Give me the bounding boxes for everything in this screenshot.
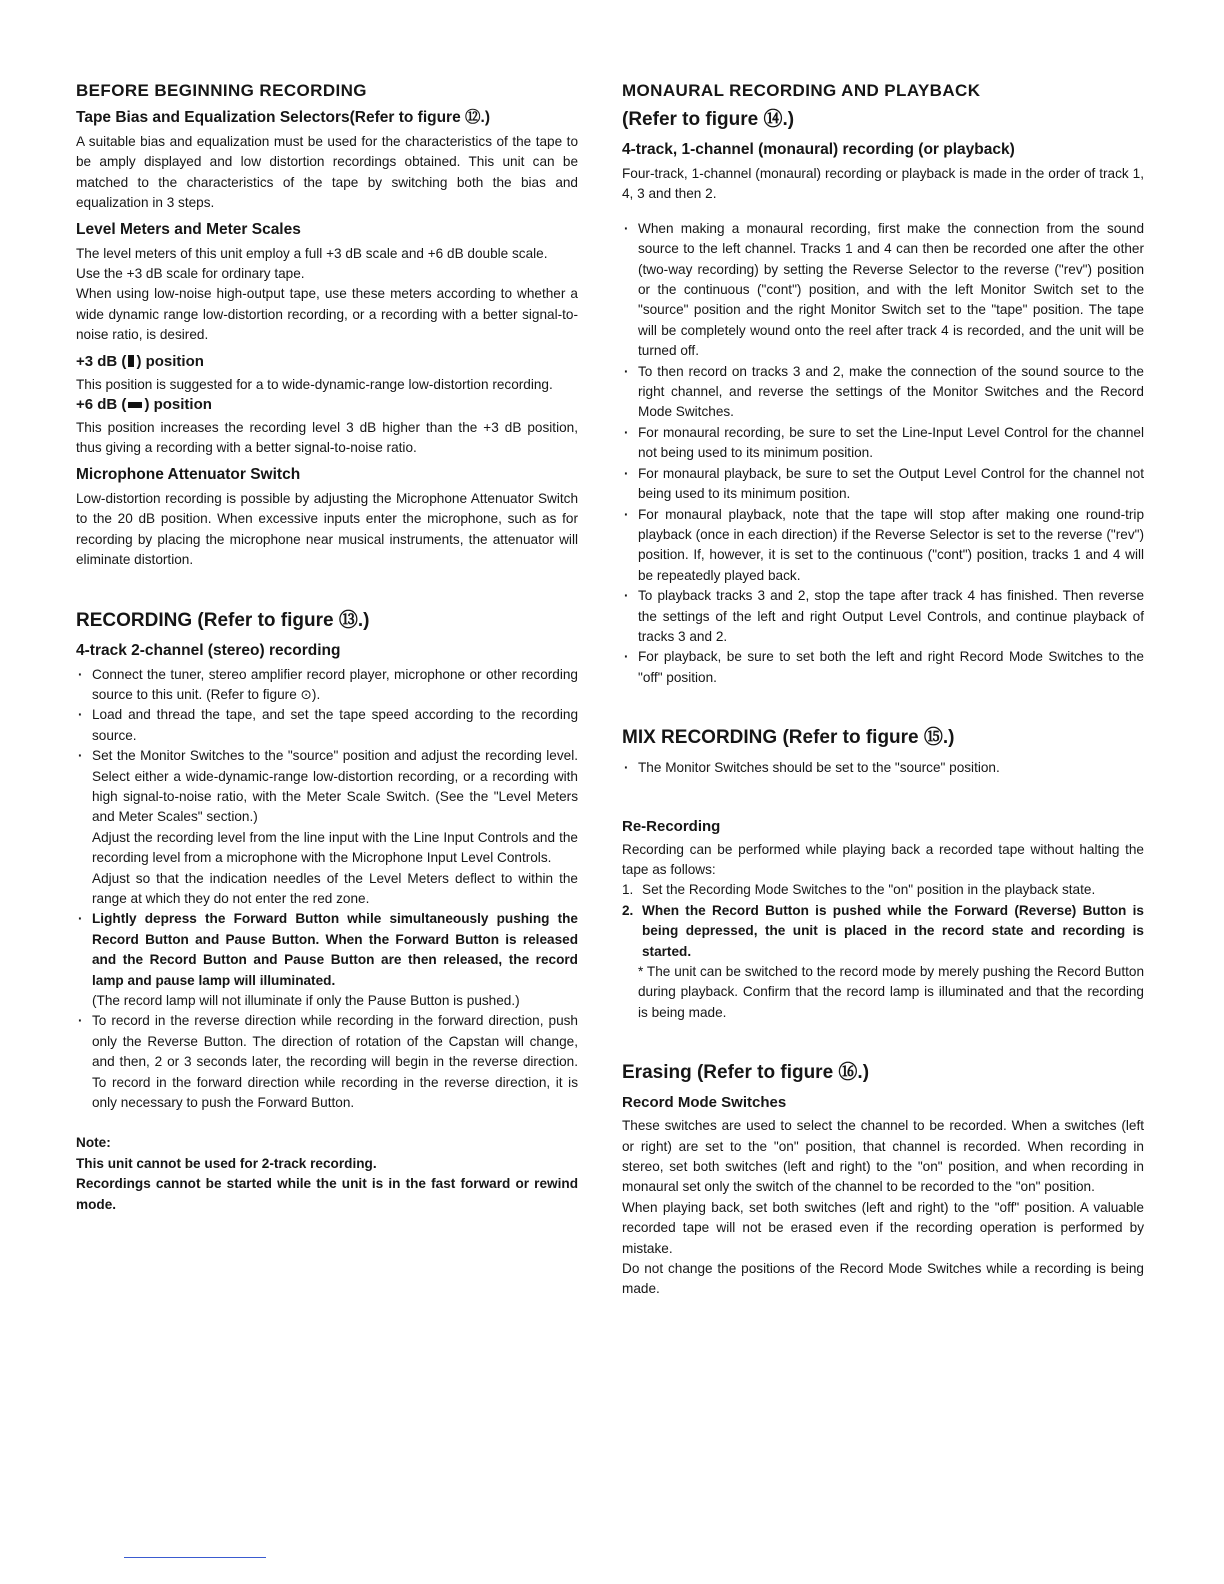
list-item: · When making a monaural recording, first make the connection from the sound source to the left channel. Tracks 1 and 4 can then be recorded one after the other (two-way recording) by setting the Reverse Selector to the reverse ("rev") position or the continuous ("cont") position, and with the left Monitor Switch set to the "source" position and the right Monitor Switch set to the "tape" position. The tape will be completely wound onto the reel after track 4 is recorded, and the unit will be turned off. (622, 219, 1144, 362)
paragraph-level-1: The level meters of this unit employ a full +3 dB scale and +6 dB double scale. (76, 245, 548, 261)
list-item: · To playback tracks 3 and 2, stop the tape after track 4 has finished. Then reverse the settings of the left and right Output Level Controls, and continue playback of tracks 3 and 2. (622, 586, 1144, 647)
paragraph-plus3db: This position is suggested for a to wide-dynamic-range low-distortion recording. (76, 376, 553, 392)
paragraph-record-lamp: (The record lamp will not illuminate if only the Pause Button is pushed.) (92, 993, 520, 1008)
paragraph-monaural-intro: Four-track, 1-channel (monaural) recording or playback is made in the order of track 1, 4, 3 and then 2. (622, 166, 1144, 202)
section-title-recording: RECORDING (Refer to figure ⑬.) (76, 609, 370, 631)
step-text: When the Record Button is pushed while the Forward (Reverse) Button is being depressed, the unit is placed in the record state and recording is started. (642, 902, 1144, 959)
list-item: · Set the Monitor Switches to the "source" position and adjust the recording level. Select either a wide-dynamic-range low-distortion recording, or a recording with high signal-to-noise ratio, with the Meter Scale Switch. (See the "Level Meters and Meter Scales" section.) (76, 746, 578, 828)
heading-re-recording: Re-Recording (622, 817, 721, 835)
list-item: · The Monitor Switches should be set to the "source" position. (622, 758, 1144, 778)
list-item (622, 901, 1144, 962)
paragraph-record-mode-note: * The unit can be switched to the record mode by merely pushing the Record Button during playback. Confirm that the record lamp is illuminated and that the recording is being made. (638, 964, 1144, 1020)
section-title-mix-recording: MIX RECORDING (Refer to figure ⑮.) (622, 727, 955, 749)
step-number: 1. (622, 882, 634, 898)
left-column (76, 80, 578, 1215)
step-text: Set the Recording Mode Switches to the "on" position in the playback state. (642, 882, 1096, 898)
meter-bar-icon (128, 355, 134, 367)
paragraph-tape-bias: A suitable bias and equalization must be used for the characteristics of the tape to be amply displayed and low distortion recordings obtained. This unit can be matched to the characteristics of the tape by switching both the bias and equalization in 3 steps. (76, 134, 578, 211)
heading-record-mode-switches: Record Mode Switches (622, 1094, 787, 1112)
paragraph-adjust-needles: Adjust so that the indication needles of the Level Meters deflect to within the range at which they do not enter the red zone. (92, 870, 578, 906)
heading-mic-attenuator: Microphone Attenuator Switch (76, 465, 301, 483)
re-recording-steps (622, 880, 1144, 962)
list-item (622, 880, 1144, 900)
recording-steps-3 (76, 1011, 578, 1113)
paragraph-re-recording: Recording can be performed while playing back a recorded tape without halting the tape as follows: (622, 841, 1144, 877)
list-item: · For monaural playback, be sure to set the Output Level Control for the channel not being used to its minimum position. (622, 464, 1144, 505)
plus6-label: +6 dB ( (76, 396, 127, 414)
plus3-label: +3 dB ( (76, 352, 127, 370)
recording-steps-2 (76, 909, 578, 991)
list-item: · For monaural recording, be sure to set the Line-Input Level Control for the channel not being used to its minimum position. (622, 423, 1144, 464)
paragraph-erasing-2: When playing back, set both switches (left and right) to the "off" position. A valuable recorded tape will not be erased even if the recording operation is performed by mistake. (622, 1199, 1144, 1256)
list-item: · For playback, be sure to set both the left and right Record Mode Switches to the "off" position. (622, 647, 1144, 688)
section-title-monaural: MONAURAL RECORDING AND PLAYBACK (622, 81, 981, 100)
monaural-steps (622, 219, 1144, 688)
paragraph-erasing-3: Do not change the positions of the Record Mode Switches while a recording is being made. (622, 1261, 1144, 1297)
recording-steps (76, 665, 578, 828)
list-item: · Connect the tuner, stereo amplifier record player, microphone or other recording source to this unit. (Refer to figure ⊙). (76, 665, 578, 706)
paragraph-mic-attenuator: Low-distortion recording is possible by adjusting the Microphone Attenuator Switch to the 20 dB position. When excessive inputs enter the microphone, such as for recording by placing the microphone near musical instruments, the attenuator will eliminate distortion. (76, 490, 578, 568)
heading-level-meters: Level Meters and Meter Scales (76, 220, 301, 238)
list-item: · To record in the reverse direction while recording in the forward direction, push only the Reverse Button. The direction of rotation of the Capstan will change, and then, 2 or 3 seconds later, the recording will begin in the reverse direction. To record in the forward direction while recording in the reverse direction, it is only necessary to push the Forward Button. (76, 1011, 578, 1113)
list-item: · To then record on tracks 3 and 2, make the connection of the sound source to the right channel, and reverse the settings of the Monitor Switches and the Record Mode Switches. (622, 362, 1144, 423)
heading-plus3db (76, 352, 578, 372)
meter-wide-icon (128, 402, 142, 408)
list-item: · Lightly depress the Forward Button while simultaneously pushing the Record Button and Pause Button. When the Forward Button is released and the Record Button and Pause Button are then released, the record lamp and pause lamp will illuminated. (76, 909, 578, 991)
paragraph-erasing-1: These switches are used to select the channel to be recorded. When a switches (left or right) are set to the "on" position, that channel is recorded. When recording in stereo, set both switches (left and right) to the "on" position, and when recording in monaural set only the switch of the channel to be recorded to the "on" position. (622, 1118, 1144, 1195)
plus3-suffix: ) position (136, 352, 204, 370)
paragraph-adjust-line: Adjust the recording level from the line input with the Line Input Controls and the recording level from a microphone with the Microphone Input Level Controls. (92, 829, 578, 866)
mix-steps (622, 758, 1144, 778)
monaural-figure-ref: (Refer to figure ⑭.) (622, 109, 795, 130)
plus6-suffix: ) position (144, 396, 212, 414)
list-item: · Load and thread the tape, and set the tape speed according to the recording source. (76, 705, 578, 746)
list-item: · For monaural playback, note that the tape will stop after making one round-trip playback (once in each direction) if the Reverse Selector is set to the reverse ("rev") position. If, however, it is set to the continuous ("cont") position, tracks 1 and 4 will be repeatedly played back. (622, 505, 1144, 587)
section-title-before-recording: BEFORE BEGINNING RECORDING (76, 81, 367, 100)
footer-divider (124, 1557, 266, 1558)
heading-tape-bias: Tape Bias and Equalization Selectors(Refer to figure ⑫.) (76, 109, 490, 126)
heading-stereo-recording: 4-track 2-channel (stereo) recording (76, 641, 341, 659)
note-line-2: Recordings cannot be started while the unit is in the fast forward or rewind mode. (76, 1176, 578, 1212)
paragraph-level-3: When using low-noise high-output tape, use these meters according to whether a wide dynamic range low-distortion recording, or a recording with a better signal-to-noise ratio, is desired. (76, 286, 578, 343)
right-column (622, 80, 1144, 1300)
heading-plus6db (76, 395, 578, 415)
step-number: 2. (622, 902, 634, 918)
note-label: Note: (76, 1135, 111, 1151)
heading-monaural-recording: 4-track, 1-channel (monaural) recording (or playback) (622, 141, 1015, 158)
note-line-1: This unit cannot be used for 2-track recording. (76, 1155, 377, 1171)
paragraph-plus6db: This position increases the recording level 3 dB higher than the +3 dB position, thus giving a recording with a better signal-to-noise ratio. (76, 420, 578, 456)
paragraph-level-2: Use the +3 dB scale for ordinary tape. (76, 266, 305, 282)
section-title-erasing: Erasing (Refer to figure ⑯.) (622, 1062, 870, 1084)
